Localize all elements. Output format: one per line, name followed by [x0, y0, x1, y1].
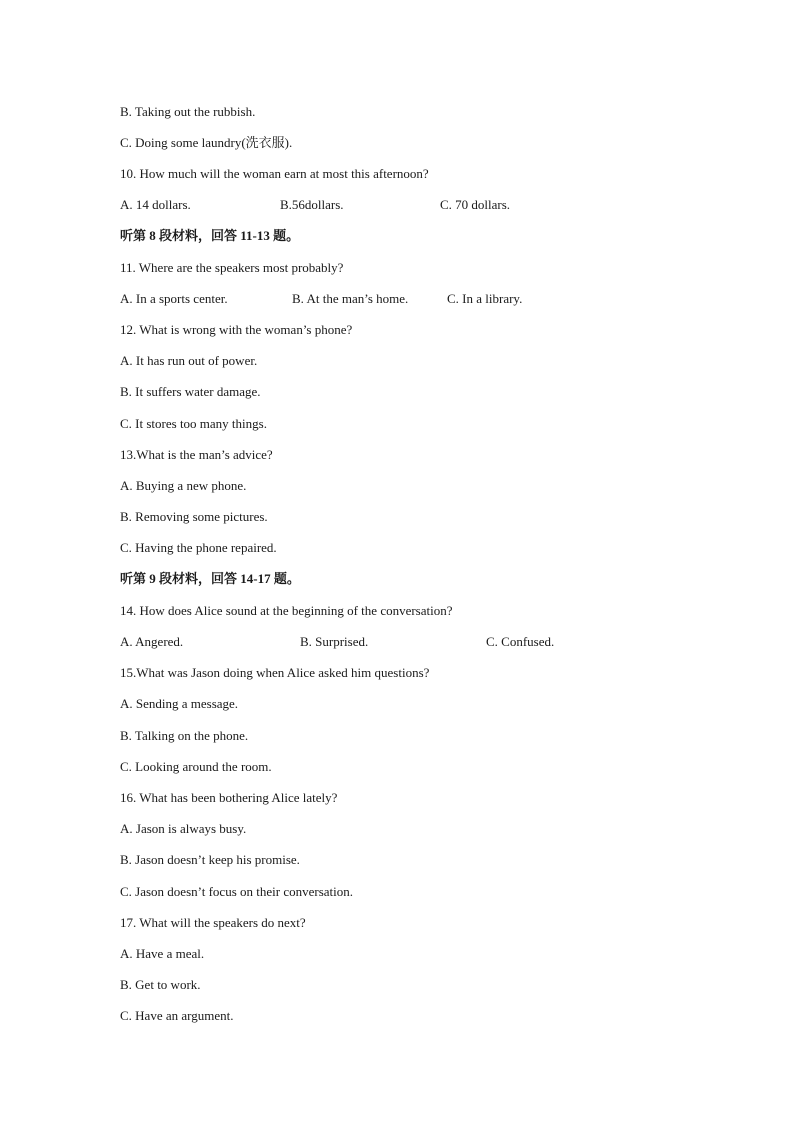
q9-option-b: B. Taking out the rubbish. [120, 104, 256, 119]
q10-option-a: A. 14 dollars. [120, 197, 191, 212]
q16-option-a: A. Jason is always busy. [120, 821, 247, 836]
q10-question: 10. How much will the woman earn at most this afternoon? [120, 166, 429, 181]
q14-question: 14. How does Alice sound at the beginning of the conversation? [120, 603, 453, 618]
section-8-heading: 听第 8 段材料，回答 11-13 题。 [120, 228, 300, 243]
q12-option-b: B. It suffers water damage. [120, 384, 261, 399]
q11-option-b: B. At the man’s home. [292, 291, 409, 306]
q16-question: 16. What has been bothering Alice lately? [120, 790, 338, 805]
q16-option-b: B. Jason doesn’t keep his promise. [120, 852, 300, 867]
q14-option-a: A. Angered. [120, 634, 184, 649]
q13-option-b: B. Removing some pictures. [120, 509, 268, 524]
q17-option-a: A. Have a meal. [120, 946, 205, 961]
q11-question: 11. Where are the speakers most probably? [120, 260, 344, 275]
section-9-heading: 听第 9 段材料，回答 14-17 题。 [120, 571, 300, 586]
q12-option-a: A. It has run out of power. [120, 353, 258, 368]
q13-option-c: C. Having the phone repaired. [120, 540, 277, 555]
q15-option-a: A. Sending a message. [120, 696, 239, 711]
q13-option-a: A. Buying a new phone. [120, 478, 247, 493]
q9-option-c: C. Doing some laundry(洗衣服). [120, 135, 293, 150]
q11-option-a: A. In a sports center. [120, 291, 228, 306]
q11-option-c: C. In a library. [447, 291, 523, 306]
q15-option-c: C. Looking around the room. [120, 759, 272, 774]
q10-option-c: C. 70 dollars. [440, 197, 511, 212]
q14-option-b: B. Surprised. [300, 634, 369, 649]
q17-option-c: C. Have an argument. [120, 1008, 234, 1023]
q17-question: 17. What will the speakers do next? [120, 915, 306, 930]
q10-option-b: B.56dollars. [280, 197, 344, 212]
q16-option-c: C. Jason doesn’t focus on their conversation. [120, 884, 353, 899]
q15-option-b: B. Talking on the phone. [120, 728, 249, 743]
q12-question: 12. What is wrong with the woman’s phone? [120, 322, 353, 337]
q15-question: 15.What was Jason doing when Alice asked him questions? [120, 665, 430, 680]
q13-question: 13.What is the man’s advice? [120, 447, 273, 462]
q12-option-c: C. It stores too many things. [120, 416, 267, 431]
q14-option-c: C. Confused. [486, 634, 555, 649]
q17-option-b: B. Get to work. [120, 977, 201, 992]
